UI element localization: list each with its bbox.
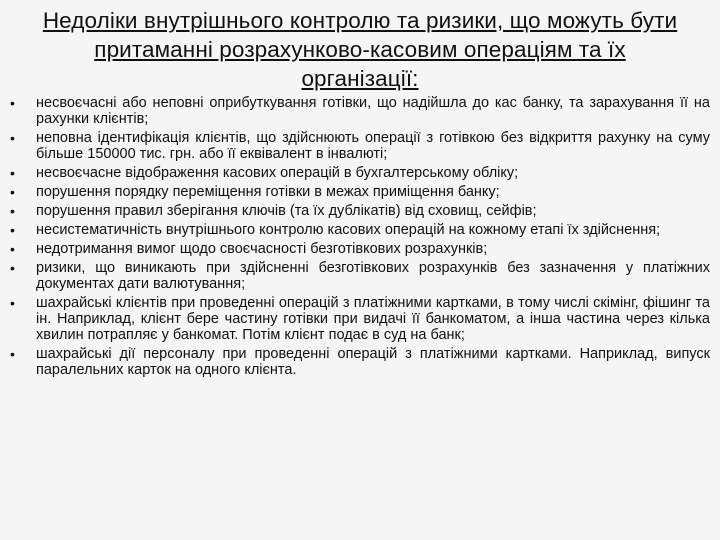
bullet-icon: • [10, 241, 15, 257]
list-item [8, 130, 710, 162]
list-item-text: несвоєчасні або неповні оприбуткування готівки, що надійшла до кас банку, та зарахування її на рахунки клієнтів; [36, 95, 710, 127]
list-item [8, 165, 710, 181]
list-item [8, 346, 710, 378]
bullet-icon: • [10, 260, 15, 276]
list-item-text: недотримання вимог щодо своєчасності безготівкових розрахунків; [36, 241, 488, 257]
list-item-text: несистематичність внутрішнього контролю касових операцій на кожному етапі їх здійснення; [36, 222, 661, 238]
list-item [8, 203, 710, 219]
bullet-icon: • [10, 203, 15, 219]
list-item [8, 260, 710, 292]
slide-title: Недоліки внутрішнього контролю та ризики, що можуть бути притаманні розрахунково-касовим операціям та їх організації: [42, 8, 678, 91]
bullet-icon: • [10, 95, 15, 111]
list-item-text: ризики, що виникають при здійсненні безготівкових розрахунків без зазначення у платіжних документах дати валютування; [36, 260, 710, 292]
list-item [8, 95, 710, 127]
bullet-icon: • [10, 130, 15, 146]
list-item [8, 222, 710, 238]
bullet-icon: • [10, 222, 15, 238]
list-item-text: порушення порядку переміщення готівки в межах приміщення банку; [36, 184, 500, 200]
list-item-text: неповна ідентифікація клієнтів, що здійснюють операції з готівкою без відкриття рахунку на суму більше 150000 тис. грн. або її еквівалент в інвалюті; [36, 130, 710, 162]
bullet-icon: • [10, 165, 15, 181]
list-item-text: шахрайські клієнтів при проведенні операцій з платіжними картками, в тому числі скімінг, фішинг та ін. Наприклад, клієнт бере частину готівки при видачі її банкоматом, а інша частина через кілька хвилин потрапляє у банкомат. Потім клієнт подає в суд на банк; [36, 295, 710, 343]
list-item [8, 241, 710, 257]
bullet-icon: • [10, 346, 15, 362]
list-item-text: порушення правил зберігання ключів (та їх дублікатів) від сховищ, сейфів; [36, 203, 537, 219]
list-item-text: шахрайські дії персоналу при проведенні операцій з платіжними картками. Наприклад, випуск паралельних карток на одного клієнта. [36, 346, 710, 378]
list-item-text: несвоєчасне відображення касових операцій в бухгалтерському обліку; [36, 165, 519, 181]
bullet-list [8, 95, 710, 381]
list-item [8, 295, 710, 343]
list-item [8, 184, 710, 200]
bullet-icon: • [10, 295, 15, 311]
bullet-icon: • [10, 184, 15, 200]
